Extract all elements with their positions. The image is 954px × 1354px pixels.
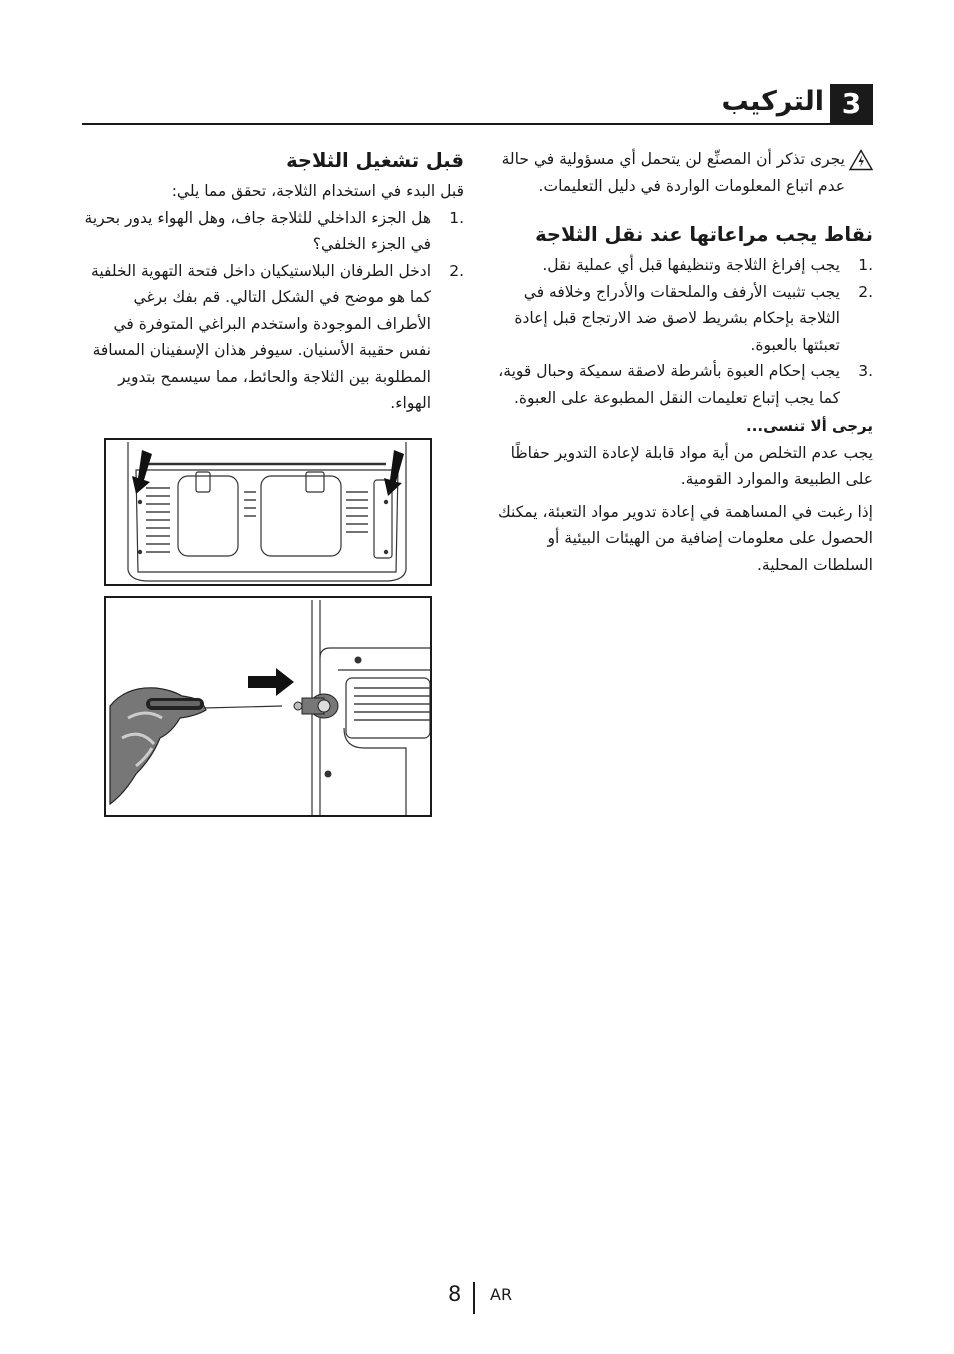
language-code: AR bbox=[490, 1285, 513, 1304]
footer-divider bbox=[473, 1282, 475, 1314]
before-use-list bbox=[79, 205, 464, 417]
rear-panel-illustration bbox=[104, 438, 432, 586]
before-use-intro: قبل البدء في استخدام الثلاجة، تحقق مما يلي: bbox=[171, 182, 464, 200]
list-item bbox=[79, 205, 464, 258]
list-item-text: يجب تثبيت الأرفف والملحقات والأدراج وخلافه في الثلاجة بإحكام بشريط لاصق ضد الارتجاج قبل إعادة تعبئتها بالعبوة. bbox=[514, 282, 840, 354]
left-column bbox=[79, 146, 464, 417]
recycling-paragraph: يجب عدم التخلص من أية مواد قابلة لإعادة التدوير حفاظًا على الطبيعة والموارد القومية. bbox=[510, 443, 873, 488]
list-item bbox=[485, 252, 873, 279]
warning-text: يجرى تذكر أن المصنِّع لن يتحمل أي مسؤولية في حالة عدم اتباع المعلومات الواردة في دليل التعليمات. bbox=[501, 150, 845, 195]
screwdriver-drawing bbox=[106, 598, 430, 815]
list-item-number: 1. bbox=[449, 208, 464, 227]
before-use-heading: قبل تشغيل الثلاجة bbox=[286, 149, 464, 172]
list-item-number: 2. bbox=[449, 261, 464, 280]
list-item-text: هل الجزء الداخلي للثلاجة جاف، وهل الهواء يدور بحرية في الجزء الخلفي؟ bbox=[84, 208, 431, 253]
arrow-icon bbox=[248, 668, 294, 696]
list-item-text: يجب إفراغ الثلاجة وتنظيفها قبل أي عملية نقل. bbox=[542, 256, 840, 274]
list-item-text: ادخل الطرفان البلاستيكيان داخل فتحة التهوية الخلفية كما هو موضح في الشكل التالي. قم بفك برغي الأطراف الموجودة واستخدم البراغي المتوفرة في نفس حقيبة الأسنيان. سيوفر هذان الإسفينان المسافة المطلوبة بين الثلاجة والحائط، مما سيسمح بتدوير الهواء. bbox=[91, 261, 431, 412]
transport-heading: نقاط يجب مراعاتها عند نقل الثلاجة bbox=[535, 223, 873, 246]
section-title: التركيب bbox=[721, 86, 824, 117]
rear-panel-drawing bbox=[106, 440, 430, 584]
reminder-subheading: يرجى ألا تنسى... bbox=[746, 417, 873, 435]
hand-with-screwdriver bbox=[110, 688, 206, 804]
section-number-box: 3 bbox=[830, 84, 873, 123]
list-item-number: 2. bbox=[858, 282, 873, 301]
list-item-number: 3. bbox=[858, 362, 873, 380]
header-rule bbox=[82, 123, 873, 125]
list-item bbox=[79, 258, 464, 417]
page-number: 8 bbox=[448, 1282, 462, 1306]
right-column bbox=[485, 146, 873, 578]
packaging-paragraph: إذا رغبت في المساهمة في إعادة تدوير مواد التعبئة، يمكنك الحصول على معلومات إضافية من الهيئات البيئية أو السلطات المحلية. bbox=[497, 502, 873, 574]
list-item bbox=[485, 279, 873, 359]
list-item-number: 1. bbox=[858, 256, 873, 274]
arrow-icon bbox=[384, 450, 404, 496]
list-item-text: يجب إحكام العبوة بأشرطة لاصقة سميكة وحبال قوية، كما يجب إتباع تعليمات النقل المطبوعة على العبوة. bbox=[498, 362, 840, 407]
transport-list bbox=[485, 252, 873, 411]
warning-paragraph bbox=[485, 146, 873, 199]
screwdriver-illustration bbox=[104, 596, 432, 817]
warning-triangle-icon bbox=[849, 149, 873, 171]
vent-spacer bbox=[294, 694, 338, 718]
list-item bbox=[485, 358, 873, 411]
